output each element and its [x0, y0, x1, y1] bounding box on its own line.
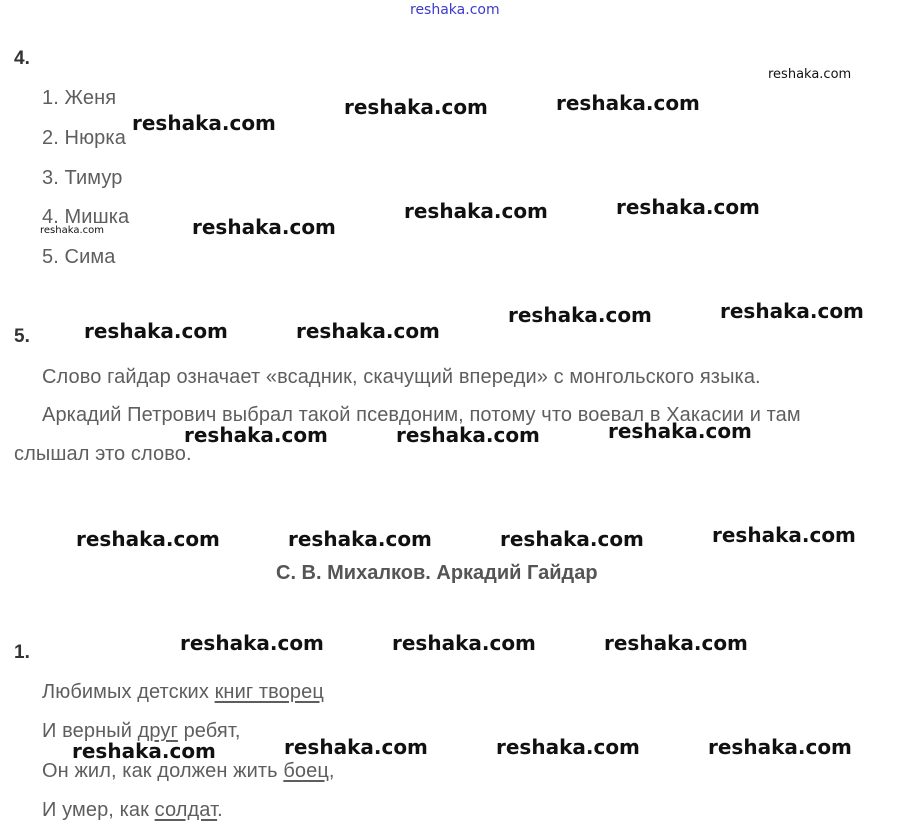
paragraph-line: Аркадий Петрович выбрал такой псевдоним, потому что воевал в Хакасии и там — [42, 404, 801, 426]
watermark: reshaka.com — [556, 91, 700, 115]
watermark: reshaka.com — [768, 67, 852, 82]
task-1-number: 1. — [14, 642, 30, 663]
watermark: reshaka.com — [708, 735, 852, 759]
watermark: reshaka.com — [284, 735, 428, 759]
list-item: 1. Женя — [42, 87, 117, 109]
watermark: reshaka.com — [712, 523, 856, 547]
top-watermark: reshaka.com — [410, 2, 500, 18]
watermark: reshaka.com — [84, 319, 228, 343]
watermark: reshaka.com — [720, 299, 864, 323]
task-5-number: 5. — [14, 326, 30, 347]
watermark: reshaka.com — [604, 631, 748, 655]
underlined-word: книг творец — [214, 681, 324, 703]
poem-text: ребят, — [177, 720, 241, 742]
paragraph-line: слышал это слово. — [14, 443, 192, 465]
poem-line — [42, 760, 335, 783]
section-title: С. В. Михалков. Аркадий Гайдар — [276, 562, 598, 584]
list-item: 5. Сима — [42, 246, 116, 268]
list-item: 3. Тимур — [42, 167, 123, 189]
watermark: reshaka.com — [288, 527, 432, 551]
watermark: reshaka.com — [500, 527, 644, 551]
watermark: reshaka.com — [616, 195, 760, 219]
list-item: 4. Мишка — [42, 206, 130, 228]
watermark: reshaka.com — [296, 319, 440, 343]
poem-line — [42, 799, 223, 822]
watermark: reshaka.com — [396, 423, 540, 447]
poem-line — [42, 681, 324, 704]
watermark: reshaka.com — [180, 631, 324, 655]
poem-text: Он жил, как должен жить — [42, 760, 284, 782]
task-4-number: 4. — [14, 48, 30, 69]
watermark: reshaka.com — [392, 631, 536, 655]
list-item: 2. Нюрка — [42, 127, 126, 149]
watermark: reshaka.com — [40, 225, 104, 236]
watermark: reshaka.com — [508, 303, 652, 327]
watermark: reshaka.com — [76, 527, 220, 551]
watermark: reshaka.com — [344, 95, 488, 119]
watermark: reshaka.com — [192, 215, 336, 239]
watermark: reshaka.com — [608, 419, 752, 443]
watermark: reshaka.com — [132, 111, 276, 135]
paragraph-line: Слово гайдар означает «всадник, скачущий впереди» с монгольского языка. — [42, 366, 761, 388]
underlined-word: солдат — [154, 799, 218, 821]
poem-text: , — [328, 760, 335, 782]
watermark: reshaka.com — [72, 739, 216, 763]
watermark: reshaka.com — [404, 199, 548, 223]
poem-text: Любимых детских — [42, 681, 215, 703]
poem-text: И верный — [42, 720, 138, 742]
poem-text: И умер, как — [42, 799, 155, 821]
poem-text: . — [217, 799, 223, 821]
underlined-word: боец — [283, 760, 329, 782]
watermark: reshaka.com — [184, 423, 328, 447]
watermark: reshaka.com — [496, 735, 640, 759]
underlined-word: друг — [137, 720, 178, 742]
